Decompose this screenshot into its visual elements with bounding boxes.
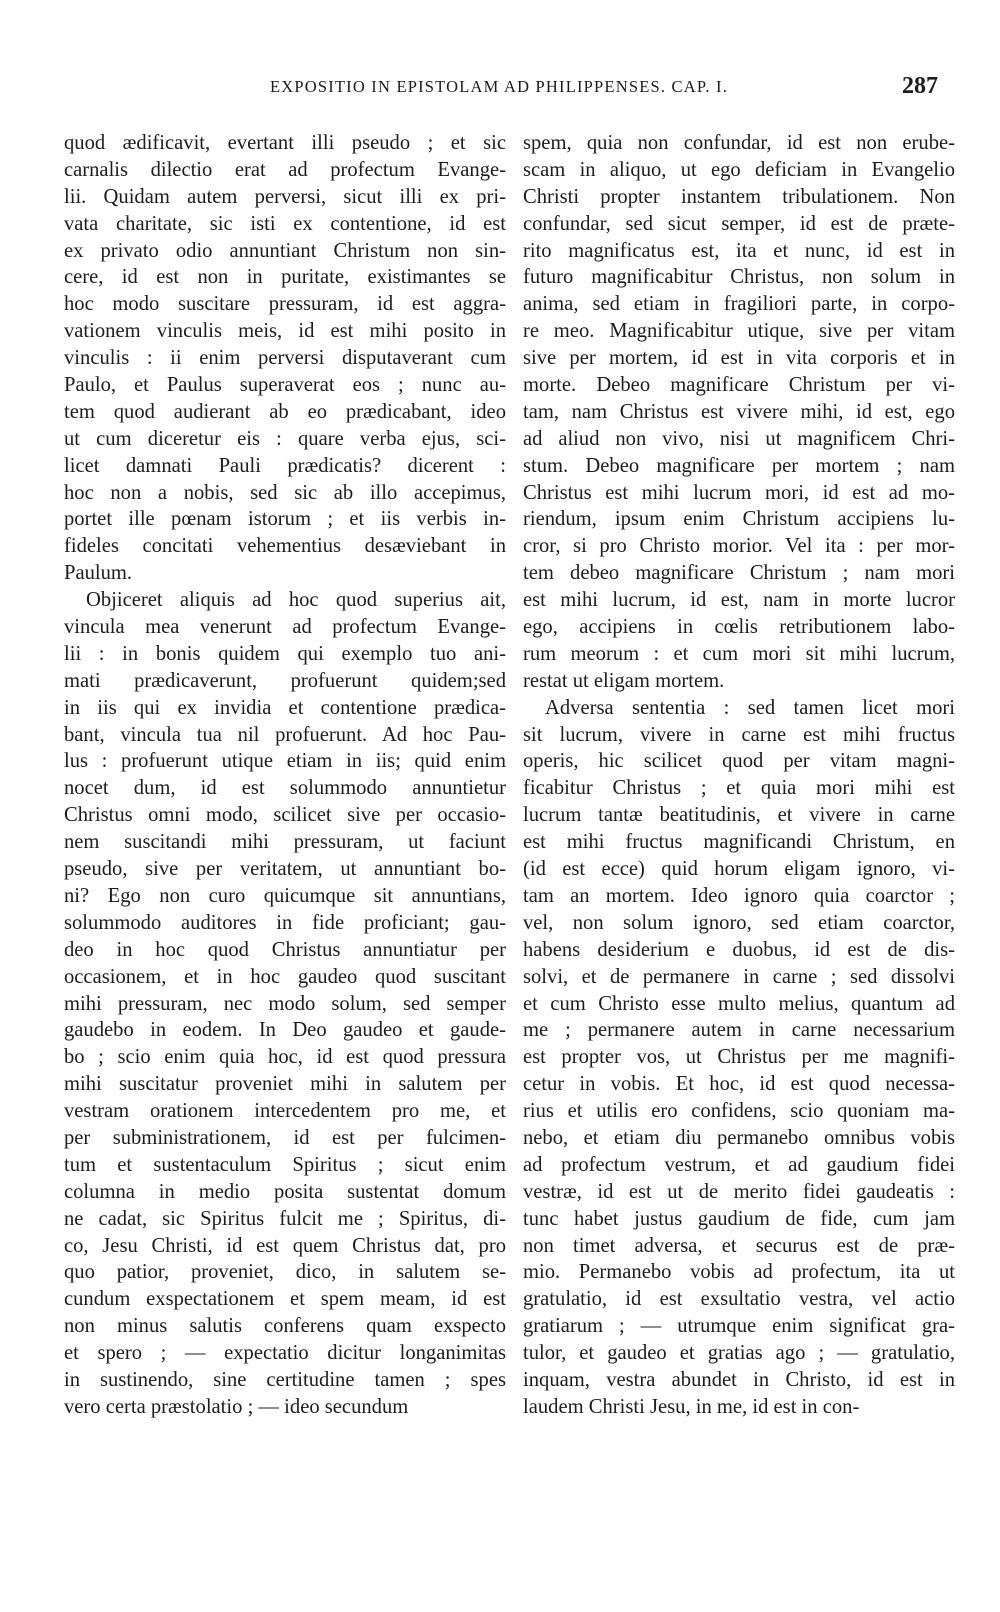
text-line: vinculis : ii enim perversi disputaverant cum [64,347,506,370]
text-line: stum. Debeo magnificare per mortem ; nam [523,454,955,477]
text-line: et spero ; — expectatio dicitur longanimitas [64,1342,506,1365]
text-line: lucrum tantæ beatitudinis, et vivere in carne [523,804,955,827]
text-line: tam, nam Christus est vivere mihi, id est, ego [523,400,955,423]
text-line: mihi suscitatur proveniet mihi in salutem per [64,1073,506,1096]
text-line: pseudo, sive per veritatem, ut annuntiant bo- [64,858,506,881]
text-line: (id est ecce) quid horum eligam ignoro, vi- [523,858,955,881]
text-column-right [523,130,955,1421]
text-line: cetur in vobis. Et hoc, id est quod necessa- [523,1073,955,1096]
text-line: operis, hic scilicet quod per vitam magni- [523,750,955,773]
text-line: ad profectum vestrum, et ad gaudium fidei [523,1153,955,1176]
text-line: Paulo, et Paulus superaverat eos ; nunc au- [64,374,506,397]
text-line: gratulatio, id est exsultatio vestra, vel actio [523,1288,955,1311]
text-line: Adversa sententia : sed tamen licet mori [545,696,955,719]
text-line: habens desiderium e duobus, id est de dis- [523,938,955,961]
text-line: rius et utilis ero confidens, scio quoniam ma- [523,1100,955,1123]
text-line: scam in aliquo, ut ego deficiam in Evangelio [523,158,955,181]
text-line: laudem Christi Jesu, in me, id est in con- [523,1395,860,1418]
text-line: sit lucrum, vivere in carne est mihi fructus [523,723,955,746]
text-line: ex privato odio annuntiant Christum non sin- [64,239,506,262]
text-line: et cum Christo esse multo melius, quantum ad [523,992,955,1015]
text-line: vincula mea venerunt ad profectum Evange- [64,616,506,639]
text-line: ut cum diceretur eis : quare verba ejus, sci- [64,427,506,450]
text-line: anima, sed etiam in fragiliori parte, in corpo- [523,293,955,316]
text-line: tum et sustentaculum Spiritus ; sicut enim [64,1153,506,1176]
text-line: hoc non a nobis, sed sic ab illo accepimus, [64,481,506,504]
text-line: cror, si pro Christo morior. Vel ita : per mor- [523,535,955,558]
text-line: bant, vincula tua nil profuerunt. Ad hoc Pau- [64,723,506,746]
text-line: ne cadat, sic Spiritus fulcit me ; Spiritus, di- [64,1207,506,1230]
text-line: nem suscitandi mihi pressuram, ut faciunt [64,831,506,854]
text-line: Objiceret aliquis ad hoc quod superius ait, [86,589,506,612]
text-line: vero certa præstolatio ; — ideo secundum [64,1395,409,1418]
text-line: columna in medio posita sustentat domum [64,1180,506,1203]
page-header [60,73,938,103]
text-line: tunc habet justus gaudium de fide, cum jam [523,1207,955,1230]
text-line: licet damnati Pauli prædicatis? dicerent : [64,454,506,477]
text-line: lii : in bonis quidem qui exemplo tuo ani- [64,642,506,665]
text-line: cere, id est non in puritate, existimantes se [64,266,506,289]
text-line: Christus est mihi lucrum mori, id est ad mo- [523,481,955,504]
text-line: spem, quia non confundar, id est non erube- [523,132,955,154]
text-line: Paulum. [64,562,133,585]
page-number: 287 [902,73,938,99]
text-line: tem quod audierant ab eo prædicabant, ideo [64,400,506,423]
text-line: inquam, vestra abundet in Christo, id est in [523,1368,955,1391]
text-line: riendum, ipsum enim Christum accipiens lu- [523,508,955,531]
text-line: ni? Ego non curo quicumque sit annuntians, [64,884,506,907]
text-line: bo ; scio enim quia hoc, id est quod pressura [64,1046,506,1069]
text-line: rito magnificatus est, ita et nunc, id est in [523,239,955,262]
text-line: tulor, et gaudeo et gratias ago ; — gratulatio, [523,1342,955,1365]
text-line: sive per mortem, id est in vita corporis et in [523,347,955,370]
text-column-left [64,130,506,1421]
text-line: nocet dum, id est solummodo annuntietur [64,777,506,800]
text-line: futuro magnificabitur Christus, non solum in [523,266,955,289]
text-line: tam an mortem. Ideo ignoro quia coarctor ; [523,884,955,907]
text-line: vel, non solum ignoro, sed etiam coarctor, [523,911,955,934]
text-line: mati prædicaverunt, profuerunt quidem;sed [64,669,506,692]
text-line: restat ut eligam mortem. [523,669,725,692]
text-line: ficabitur Christus ; et quia mori mihi est [523,777,955,800]
text-line: in sustinendo, sine certitudine tamen ; spes [64,1368,506,1391]
text-line: solvi, et de permanere in carne ; sed dissolvi [523,965,955,988]
text-line: vationem vinculis meis, id est mihi posito in [64,320,506,343]
text-line: nebo, et etiam diu permanebo omnibus vobis [523,1126,955,1149]
text-line: per subministrationem, id est per fulcimen- [64,1126,506,1149]
text-line: co, Jesu Christi, id est quem Christus dat, pro [64,1234,506,1257]
text-line: deo in hoc quod Christus annuntiatur per [64,938,506,961]
text-line: gratiarum ; — utrumque enim significat gra- [523,1315,955,1338]
text-line: lus : profuerunt utique etiam in iis; quid enim [64,750,506,773]
text-line: gaudebo in eodem. In Deo gaudeo et gaude- [64,1019,506,1042]
text-line: vata charitate, sic isti ex contentione, id est [64,212,506,235]
text-line: est mihi lucrum, id est, nam in morte lucror [523,589,955,612]
text-line: morte. Debeo magnificare Christum per vi- [523,374,955,397]
text-line: est propter vos, ut Christus per me magnifi- [523,1046,955,1069]
text-line: carnalis dilectio erat ad profectum Evange- [64,158,506,181]
text-line: mio. Permanebo vobis ad profectum, ita ut [523,1261,955,1284]
text-line: ego, accipiens in cœlis retributionem labo- [523,616,955,639]
text-line: cundum exspectationem et spem meam, id est [64,1288,506,1311]
text-line: hoc modo suscitare pressuram, id est aggra- [64,293,506,316]
text-line: in iis qui ex invidia et contentione prædica- [64,696,506,719]
text-line: Christus omni modo, scilicet sive per occasio- [64,804,506,827]
text-line: est mihi fructus magnificandi Christum, en [523,831,955,854]
text-line: confundar, sed sicut semper, id est de præte- [523,212,955,235]
text-line: occasionem, et in hoc gaudeo quod suscitant [64,965,506,988]
text-line: lii. Quidam autem perversi, sicut illi ex pri- [64,185,506,208]
text-line: solummodo auditores in fide proficiant; gau- [64,911,506,934]
text-line: fideles concitati vehementius desæviebant in [64,535,506,558]
text-line: me ; permanere autem in carne necessarium [523,1019,955,1042]
text-line: vestræ, id est ut de merito fidei gaudeatis : [523,1180,955,1203]
text-line: quod ædificavit, evertant illi pseudo ; et sic [64,132,506,154]
text-line: quo patior, proveniet, dico, in salutem se- [64,1261,506,1284]
text-line: portet ille pœnam istorum ; et iis verbis in- [64,508,506,531]
text-line: non minus salutis conferens quam exspecto [64,1315,506,1338]
running-title: EXPOSITIO IN EPISTOLAM AD PHILIPPENSES. CAP. I. [269,77,729,96]
text-line: tem debeo magnificare Christum ; nam mori [523,562,955,585]
text-line: non timet adversa, et securus est de præ- [523,1234,955,1257]
text-line: Christi propter instantem tribulationem. Non [523,185,955,208]
text-line: ad aliud non vivo, nisi ut magnificem Chri- [523,427,955,450]
text-line: rum meorum : et cum mori sit mihi lucrum, [523,642,955,665]
text-line: mihi pressuram, nec modo solum, sed semper [64,992,506,1015]
text-line: vestram orationem intercedentem pro me, et [64,1100,506,1123]
text-line: re meo. Magnificabitur utique, sive per vitam [523,320,955,343]
